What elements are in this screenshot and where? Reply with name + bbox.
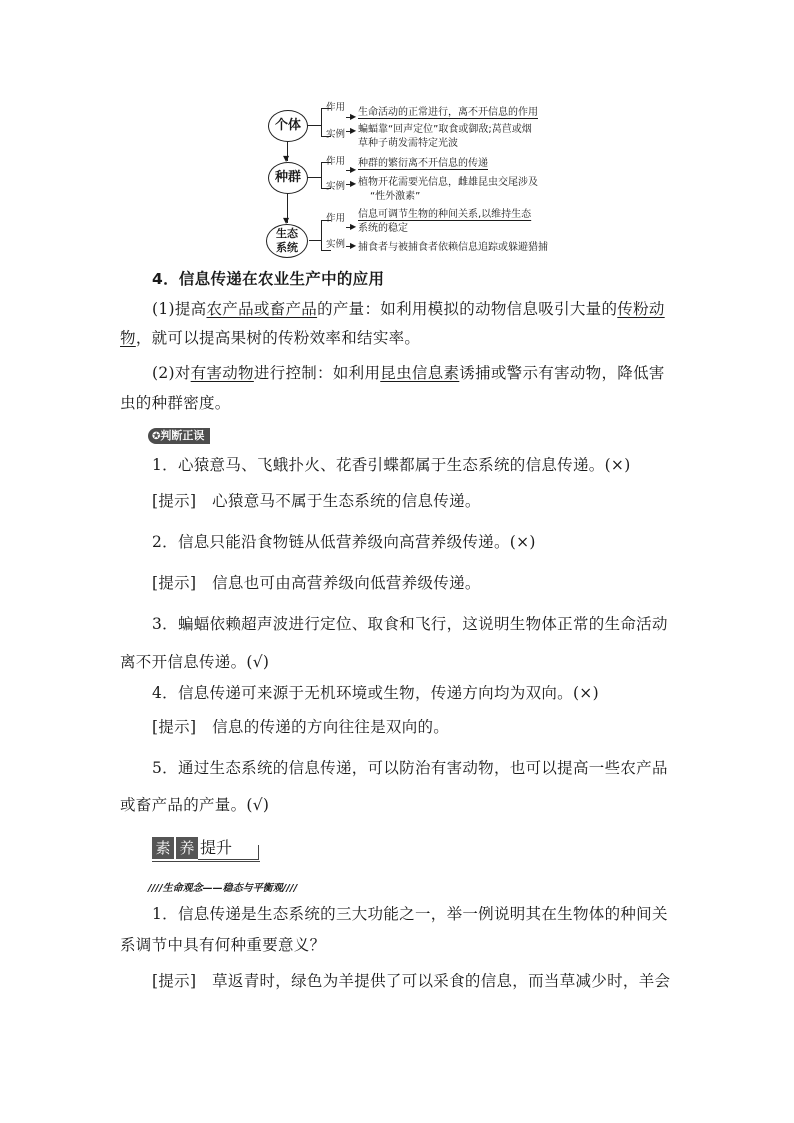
arrow-right-icon: ▶: [350, 222, 357, 231]
population-example-text-1: 植物开花需要光信息，雌雄昆虫交尾涉及: [358, 177, 538, 188]
judge-badge: [148, 428, 210, 444]
individual-role-text: 生命活动的正常进行，离不开信息的作用: [358, 107, 538, 118]
node-ecosystem-label: 生态系统: [276, 227, 298, 254]
judge-q3-line1: 3．蝙蝠依赖超声波进行定位、取食和飞行，这说明生物体正常的生命活动: [152, 615, 668, 633]
ecosystem-role-text-1: 信息可调节生物的种间关系,以维持生态: [358, 209, 532, 220]
p2-text-b: 进行控制：如利用: [253, 364, 381, 382]
p1-underline-3: 物: [120, 329, 136, 347]
suyang-subtitle: ////生命观念——稳态与平衡观////: [148, 883, 298, 894]
p1-underline-2: 传粉动: [617, 300, 665, 318]
section-box-2: 养: [176, 837, 198, 859]
judge-h4: [提示] 信息的传递的方向往往是双向的。: [152, 718, 450, 736]
label-role-1: 作用: [326, 102, 346, 113]
ecosystem-example-text: 捕食者与被捕食者依赖信息追踪或躲避猎捕: [358, 242, 548, 253]
arrow-right-icon: ▶: [350, 126, 357, 135]
suyang-q1-line2: 系调节中具有何种重要意义？: [120, 936, 326, 954]
ecosystem-role-text-2: 系统的稳定: [358, 223, 408, 234]
section4-paragraph2-line2: 虫的种群密度。: [120, 394, 231, 412]
individual-example-text-1: 蝙蝠靠“回声定位”取食或御敌;莴苣或烟: [358, 124, 532, 135]
label-example-2: 实例: [326, 181, 346, 192]
label-example-3: 实例: [326, 239, 346, 250]
p1-text-b: 的产量：如利用模拟的动物信息吸引大量的: [317, 300, 618, 318]
suyang-q1-line1: 1．信息传递是生态系统的三大功能之一，举一例说明其在生物体的种间关: [152, 905, 668, 923]
section-box-1: 素: [152, 837, 174, 859]
population-example-text-2: “性外激素”: [370, 191, 421, 202]
node-ecosystem: [266, 224, 308, 258]
section4-paragraph1-line1: [152, 298, 665, 320]
p2-text-c: 诱捕或警示有害动物，降低害: [459, 364, 665, 382]
section-title-frame: [198, 845, 259, 860]
p2-underline-2: 昆虫信息素: [380, 364, 460, 382]
p1-underline-1: 农产品或畜产品: [206, 300, 318, 318]
population-role-text: 种群的繁衍离不开信息的传递: [358, 158, 488, 169]
judge-q5-line2: 或畜产品的产量。(√): [120, 796, 270, 814]
judge-q2: 2．信息只能沿食物链从低营养级向高营养级传递。(×): [152, 533, 536, 551]
judge-q4: 4．信息传递可来源于无机环境或生物，传递方向均为双向。(×): [152, 684, 599, 702]
judge-q1: 1．心猿意马、飞蛾扑火、花香引蝶都属于生态系统的信息传递。(×): [152, 456, 631, 474]
judge-q3-line2: 离不开信息传递。(√): [120, 653, 270, 671]
arrow-right-icon: ▶: [350, 179, 357, 188]
arrow-right-icon: ▶: [350, 241, 357, 250]
label-role-2: 作用: [326, 156, 346, 167]
label-example-1: 实例: [326, 129, 346, 140]
node-individual: 个体: [268, 110, 308, 142]
section-title-line: [152, 861, 260, 862]
node-population: 种群: [268, 162, 308, 194]
check-circle-icon: ✪: [152, 431, 161, 442]
judge-h2: [提示] 信息也可由高营养级向低营养级传递。: [152, 574, 481, 592]
label-role-3: 作用: [326, 213, 346, 224]
section4-paragraph1-line2: [120, 327, 420, 349]
arrow-down-icon: ▼: [283, 216, 290, 225]
individual-example-text-2: 草种子萌发需特定光波: [358, 138, 458, 149]
p2-underline-1: 有害动物: [190, 364, 254, 382]
arrow-right-icon: ▶: [350, 165, 357, 174]
judge-badge-label: 判断正误: [160, 429, 205, 442]
judge-h1: [提示] 心猿意马不属于生态系统的信息传递。: [152, 492, 481, 510]
judge-q5-line1: 5．通过生态系统的信息传递，可以防治有害动物，也可以提高一些农产品: [152, 759, 668, 777]
suyang-h1: [提示] 草返青时，绿色为羊提供了可以采食的信息，而当草减少时，羊会: [152, 972, 671, 990]
p1-text-c: ，就可以提高果树的传粉效率和结实率。: [135, 329, 421, 347]
p2-text-a: (2)对: [152, 364, 191, 382]
arrow-down-icon: ▼: [283, 154, 290, 163]
p1-text-a: (1)提高: [152, 300, 207, 318]
section4-paragraph2-line1: [152, 362, 665, 384]
section-plain-title: 提升: [200, 838, 233, 857]
arrow-right-icon: ▶: [350, 112, 357, 121]
section4-heading: 4．信息传递在农业生产中的应用: [152, 270, 385, 288]
